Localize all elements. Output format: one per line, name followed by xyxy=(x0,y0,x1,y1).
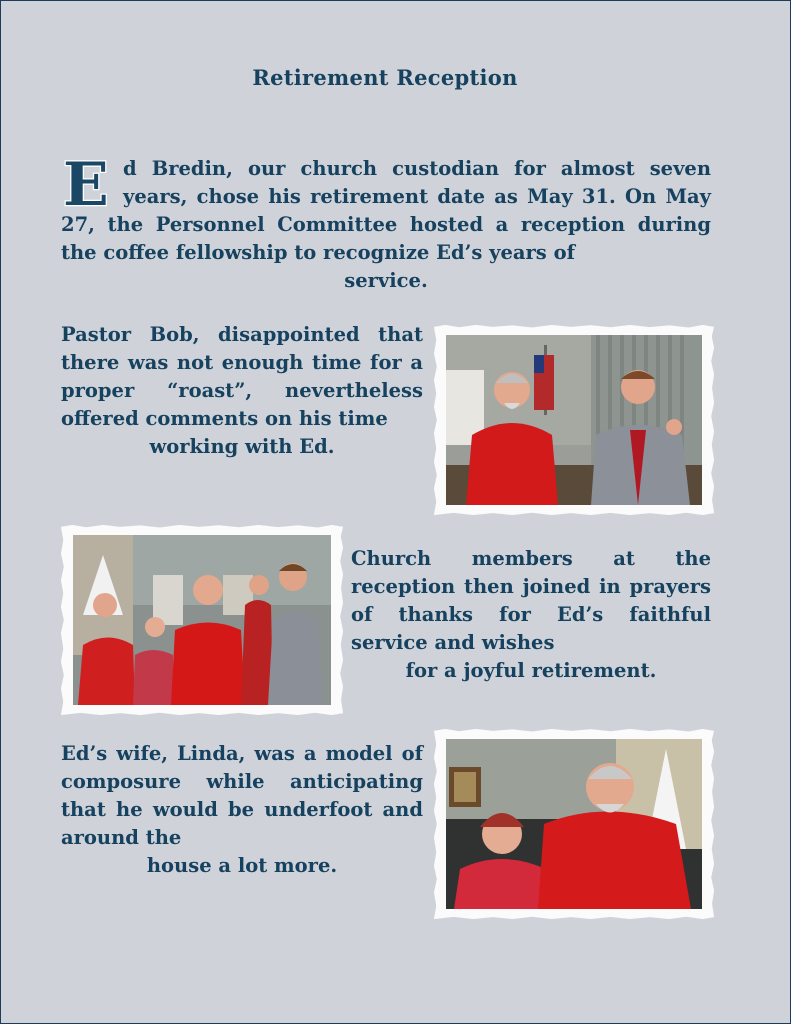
paragraph-3-last-line: house a lot more. xyxy=(146,854,338,877)
pastor-bob-paragraph xyxy=(61,321,423,461)
photo-ed-and-linda xyxy=(434,729,714,919)
paragraph-2-last-line: for a joyful retirement. xyxy=(405,659,657,682)
intro-text: d Bredin, our church custodian for almost seven years, chose his retirement date as May 31. On May 27, the Personnel Committee hosted a reception during the coffee fellowship to recognize Ed’s years of xyxy=(61,157,711,264)
photo-pastor-and-ed xyxy=(434,325,714,515)
photo-prayer-group xyxy=(61,525,343,715)
photo-ed-and-linda-image xyxy=(446,739,702,909)
svg-text:E: E xyxy=(63,153,109,211)
photo-pastor-and-ed-image xyxy=(446,335,702,505)
linda-paragraph xyxy=(61,740,423,880)
paragraph-1-text: Pastor Bob, disappointed that there was not enough time for a proper “roast”, nevertheless offered comments on his time xyxy=(61,323,423,430)
photo-prayer-group-image xyxy=(73,535,331,705)
paragraph-3-text: Ed’s wife, Linda, was a model of composure while anticipating that he would be underfoot and around the xyxy=(61,742,423,849)
paragraph-2-text: Church members at the reception then joined in prayers of thanks for Ed’s faithful service and wishes xyxy=(351,547,711,654)
paragraph-1-last-line: working with Ed. xyxy=(149,435,335,458)
intro-last-line: service. xyxy=(344,269,428,292)
church-members-paragraph xyxy=(351,545,711,685)
page-title: Retirement Reception xyxy=(252,65,518,90)
intro-paragraph xyxy=(61,155,711,295)
dropcap-letter xyxy=(61,153,115,211)
